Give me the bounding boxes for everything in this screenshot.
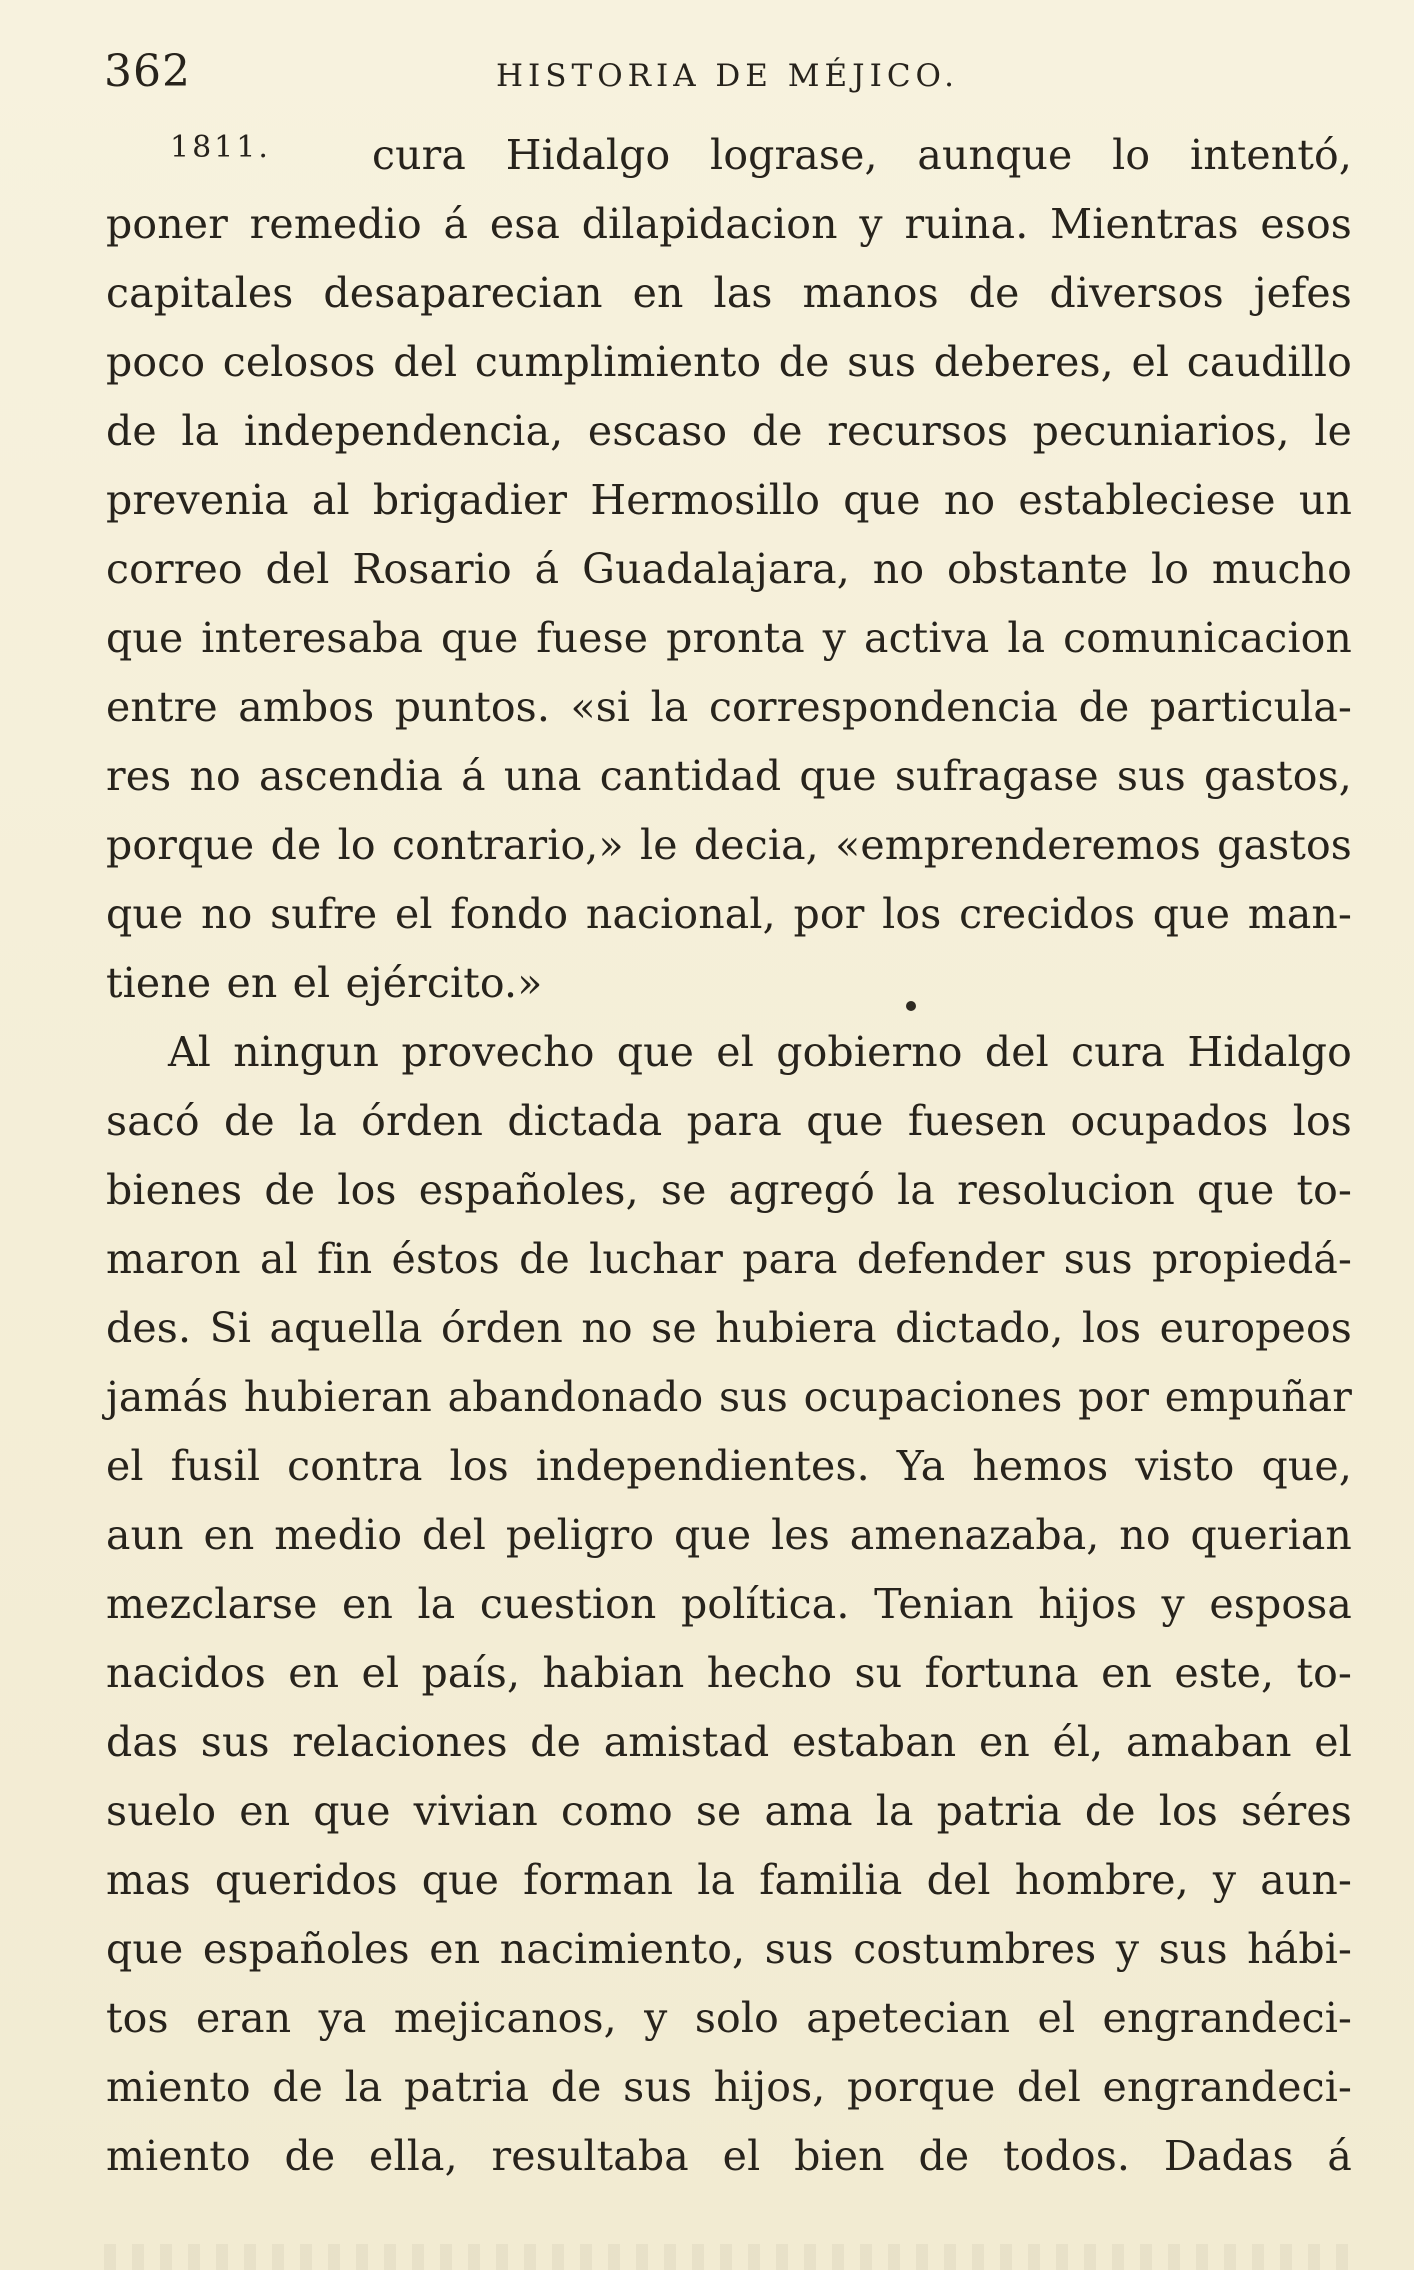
- text-line: maron al fin éstos de luchar para defender sus propiedá-: [106, 1235, 1352, 1283]
- page-header: [104, 48, 1354, 108]
- page-number: 362: [104, 46, 191, 97]
- text-line: miento de la patria de sus hijos, porque del engrandeci-: [106, 2063, 1352, 2111]
- paragraph-start-line: Al ningun provecho que el gobierno del cura Hidalgo: [168, 1028, 1352, 1076]
- text-line: capitales desaparecian en las manos de diversos jefes: [106, 269, 1352, 317]
- text-line: correo del Rosario á Guadalajara, no obstante lo mucho: [106, 545, 1352, 593]
- text-line: que interesaba que fuese pronta y activa la comunicacion: [106, 614, 1352, 662]
- show-through-shadow: [104, 2244, 1354, 2270]
- text-line: entre ambos puntos. «si la correspondencia de particula-: [106, 683, 1352, 731]
- text-line: que españoles en nacimiento, sus costumbres y sus hábi-: [106, 1925, 1352, 1973]
- text-line: tiene en el ejército.»: [106, 959, 543, 1007]
- text-line: sacó de la órden dictada para que fuesen ocupados los: [106, 1097, 1352, 1145]
- text-line: tos eran ya mejicanos, y solo apetecian el engrandeci-: [106, 1994, 1352, 2042]
- ink-speck: [906, 1001, 916, 1011]
- text-line: el fusil contra los independientes. Ya hemos visto que,: [106, 1442, 1352, 1490]
- text-line: des. Si aquella órden no se hubiera dictado, los europeos: [106, 1304, 1352, 1352]
- text-line: mas queridos que forman la familia del hombre, y aun-: [106, 1856, 1352, 1904]
- text-line: miento de ella, resultaba el bien de todos. Dadas á: [106, 2132, 1352, 2180]
- text-line: de la independencia, escaso de recursos pecuniarios, le: [106, 407, 1352, 455]
- text-line: poco celosos del cumplimiento de sus deberes, el caudillo: [106, 338, 1352, 386]
- text-line: res no ascendia á una cantidad que sufragase sus gastos,: [106, 752, 1352, 800]
- text-line: mezclarse en la cuestion política. Tenian hijos y esposa: [106, 1580, 1352, 1628]
- text-line: porque de lo contrario,» le decia, «emprenderemos gastos: [106, 821, 1352, 869]
- running-title: HISTORIA DE MÉJICO.: [496, 58, 959, 94]
- text-line: suelo en que vivian como se ama la patria de los séres: [106, 1787, 1352, 1835]
- text-line: prevenia al brigadier Hermosillo que no estableciese un: [106, 476, 1352, 524]
- text-line: nacidos en el país, habian hecho su fortuna en este, to-: [106, 1649, 1352, 1697]
- text-line: bienes de los españoles, se agregó la resolucion que to-: [106, 1166, 1352, 1214]
- text-line: que no sufre el fondo nacional, por los crecidos que man-: [106, 890, 1352, 938]
- text-line: das sus relaciones de amistad estaban en él, amaban el: [106, 1718, 1352, 1766]
- text-line: cura Hidalgo lograse, aunque lo intentó,: [372, 131, 1352, 179]
- text-line: jamás hubieran abandonado sus ocupaciones por empuñar: [106, 1373, 1352, 1421]
- text-line: aun en medio del peligro que les amenazaba, no querian: [106, 1511, 1352, 1559]
- text-line: poner remedio á esa dilapidacion y ruina. Mientras esos: [106, 200, 1352, 248]
- margin-year: 1811.: [170, 130, 271, 165]
